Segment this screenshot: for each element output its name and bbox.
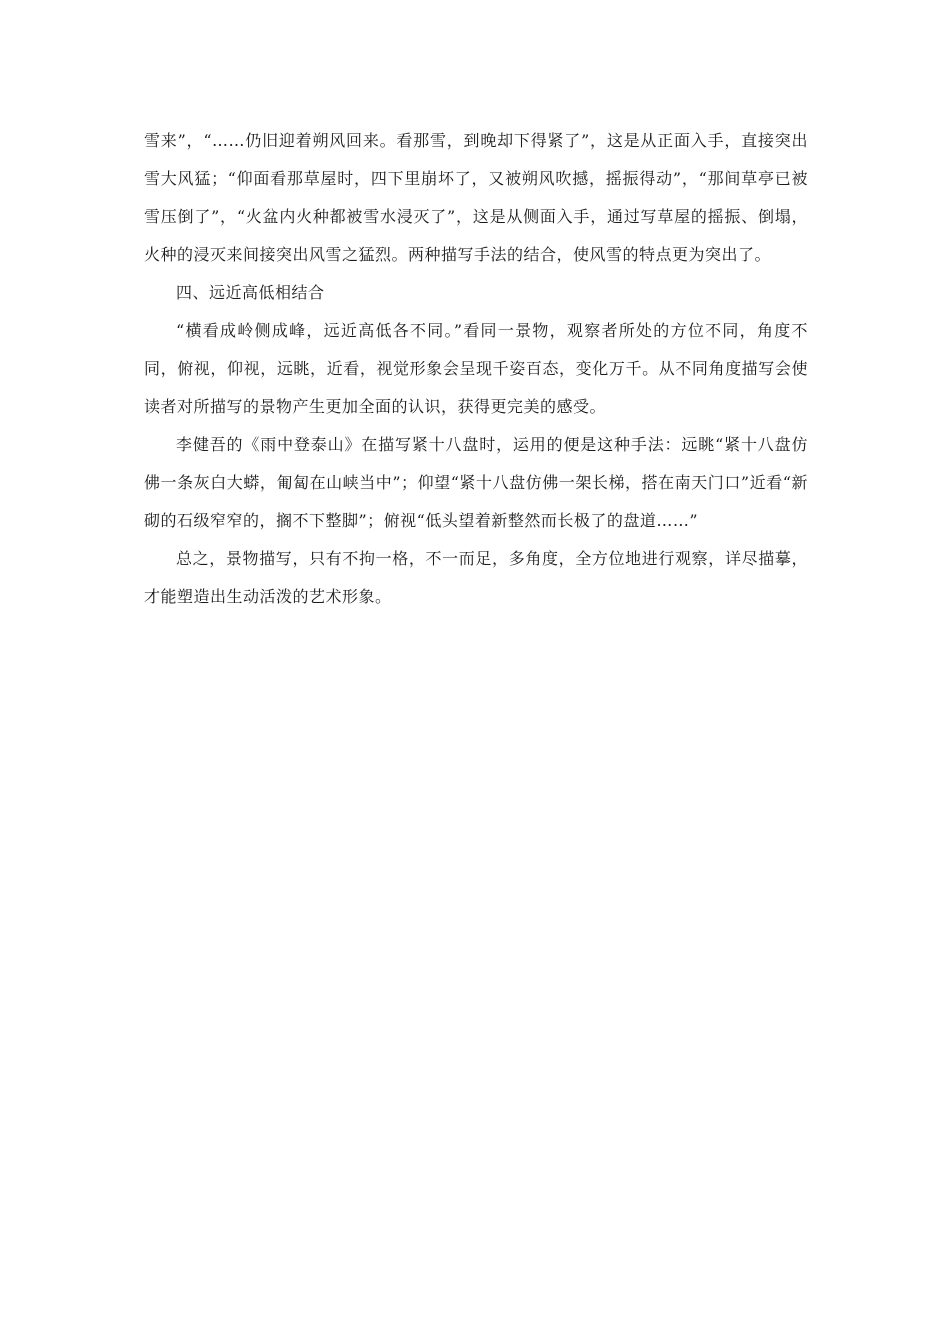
paragraph-perspective: “横看成岭侧成峰，远近高低各不同。”看同一景物，观察者所处的方位不同，角度不同，俯视，仰视，远眺，近看，视觉形象会呈现千姿百态，变化万千。从不同角度描写会使读者对所描写的景物产生更加全面的认识，获得更完美的感受。: [144, 321, 808, 416]
section-heading: 四、远近高低相结合: [176, 283, 325, 302]
paragraph-continuation: 雪来”，“……仍旧迎着朔风回来。看那雪，到晚却下得紧了”，这是从正面入手，直接突出雪大风猛；“仰面看那草屋时，四下里崩坏了，又被朔风吹撼，摇振得动”，“那间草亭已被雪压倒了”，“火盆内火种都被雪水浸灭了”，这是从侧面入手，通过写草屋的摇振、倒塌，火种的浸灭来间接突出风雪之猛烈。两种描写手法的结合，使风雪的特点更为突出了。: [144, 131, 808, 264]
document-body: [144, 122, 808, 616]
paragraph-conclusion: 总之，景物描写，只有不拘一格，不一而足，多角度，全方位地进行观察，详尽描摹，才能塑造出生动活泼的艺术形象。: [144, 549, 808, 606]
paragraph-example: 李健吾的《雨中登泰山》在描写紧十八盘时，运用的便是这种手法：远眺“紧十八盘仿佛一条灰白大蟒，匍匐在山峡当中”；仰望“紧十八盘仿佛一架长梯，搭在南天门口”近看“新砌的石级窄窄的，搁不下整脚”；俯视“低头望着新整然而长极了的盘道……”: [144, 435, 808, 530]
